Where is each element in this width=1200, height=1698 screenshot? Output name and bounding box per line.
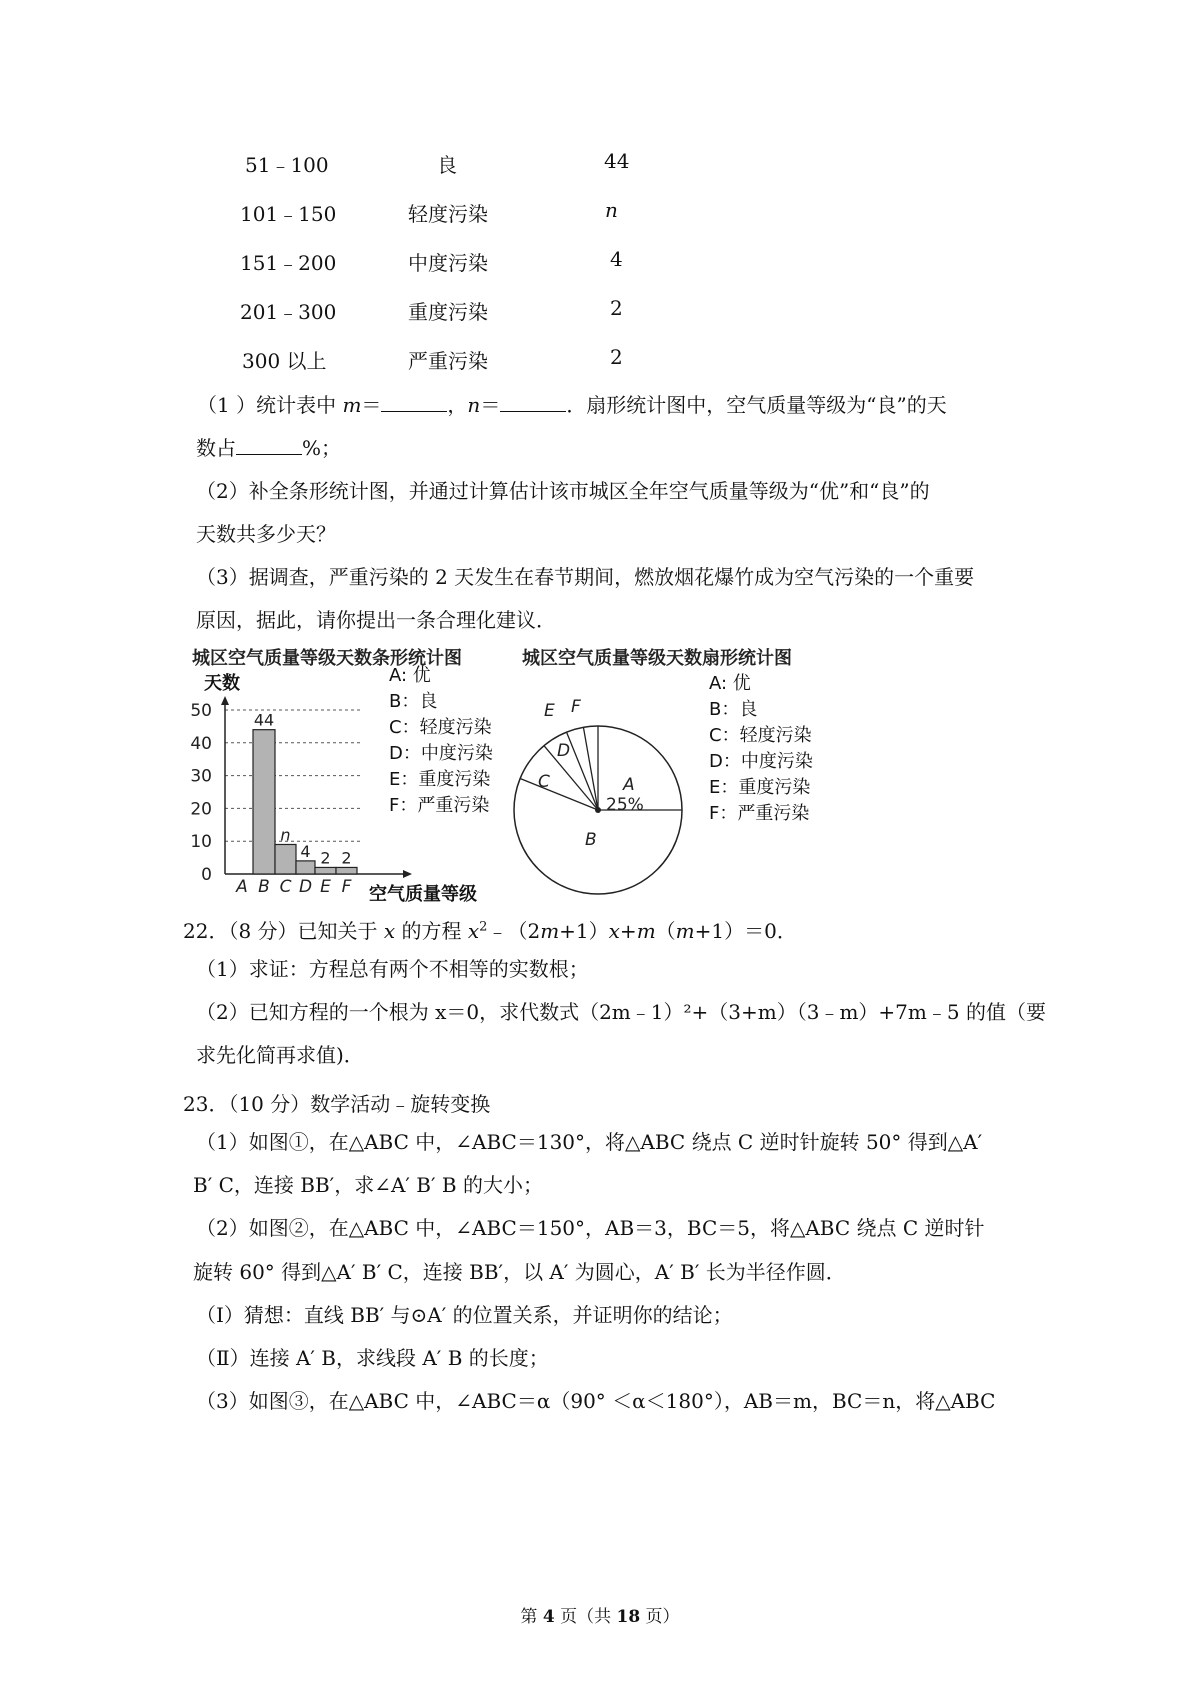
table-row xyxy=(0,345,1200,373)
bar-chart xyxy=(190,690,490,900)
bar-data-label: 4 xyxy=(300,841,311,861)
answer-blank[interactable] xyxy=(500,393,566,412)
table-cell-days: 4 xyxy=(610,247,623,271)
q22-part2-line2: 求先化简再求值)． xyxy=(196,1043,364,1067)
pie-label-f: F xyxy=(571,697,581,717)
text: 页（共 xyxy=(554,1607,617,1627)
var-x: x xyxy=(608,919,620,943)
legend-item: A: 优 xyxy=(709,673,751,694)
q23-part2-i: （Ⅰ）猜想：直线 BB′ 与⊙A′ 的位置关系，并证明你的结论； xyxy=(196,1303,733,1327)
legend-item: F：严重污染 xyxy=(389,795,490,816)
table-row xyxy=(0,247,1200,275)
text: %； xyxy=(302,436,342,460)
x-tick-label: F xyxy=(341,877,352,897)
table-cell-range: 51﹣100 xyxy=(245,153,329,177)
q23-part1-line1: （1）如图①，在△ABC 中，∠ABC＝130°，将△ABC 绕点 C 逆时针旋转 50° 得到△A′ xyxy=(196,1130,983,1154)
bar xyxy=(315,867,336,874)
y-tick-label: 20 xyxy=(190,799,212,820)
pie-label-c: C xyxy=(538,772,550,792)
y-tick-label: 10 xyxy=(190,832,212,853)
legend-item: A: 优 xyxy=(389,665,431,686)
bar-chart-xlabel: 空气质量等级 xyxy=(369,884,477,905)
answer-blank[interactable] xyxy=(381,393,447,412)
pie-center xyxy=(595,807,601,813)
q23-heading: 23．（10 分）数学活动﹣旋转变换 xyxy=(183,1092,491,1116)
text: ＝ xyxy=(480,393,501,417)
pie-slice-boundary xyxy=(544,746,598,810)
q21-part3-line1: （3）据调查，严重污染的 2 天发生在春节期间，燃放烟花爆竹成为空气污染的一个重要 xyxy=(196,565,975,589)
table-cell-level: 中度污染 xyxy=(408,251,488,275)
x-tick-labels xyxy=(235,877,351,897)
q21-part2-line1: （2）补全条形统计图，并通过计算估计该市城区全年空气质量等级为“优”和“良”的 xyxy=(196,479,930,503)
text: ， xyxy=(447,393,468,417)
page-number: 4 xyxy=(542,1607,555,1627)
text: 页） xyxy=(640,1607,680,1627)
legend-item: B：良 xyxy=(389,691,438,712)
table-cell-range: 300 以上 xyxy=(242,349,327,373)
y-tick-label: 50 xyxy=(190,701,212,721)
bar-chart-ylabel: 天数 xyxy=(204,673,240,694)
var-n: n xyxy=(467,393,481,417)
text: +1）＝0． xyxy=(694,919,797,943)
pie-slice-boundary xyxy=(520,779,598,810)
q23-part2-line1: （2）如图②，在△ABC 中，∠ABC＝150°，AB＝3，BC＝5，将△ABC 绕点 C 逆时针 xyxy=(196,1216,985,1240)
answer-blank[interactable] xyxy=(236,436,302,455)
table-row xyxy=(0,149,1200,177)
var-x: x xyxy=(467,919,480,943)
text: 数占 xyxy=(196,436,236,460)
x-tick-label: E xyxy=(320,877,331,897)
q23-part2-ii: （Ⅱ）连接 A′ B，求线段 A′ B 的长度； xyxy=(196,1346,549,1370)
pie-label-a-percent: 25% xyxy=(606,795,644,815)
text: 第 xyxy=(520,1607,543,1627)
var-m: m xyxy=(342,393,362,417)
q23-part1-line2: B′ C，连接 BB′，求∠A′ B′ B 的大小； xyxy=(193,1173,543,1197)
q22-part2-line1: （2）已知方程的一个根为 x＝0，求代数式（2m﹣1）²+（3+m）（3﹣m）+7m﹣5 的值（要 xyxy=(196,1000,1046,1024)
text: ．扇形统计图中，空气质量等级为“良”的天 xyxy=(566,393,947,417)
q21-part1-line2 xyxy=(196,436,1016,458)
y-axis-arrow xyxy=(221,696,229,705)
x-tick-label: B xyxy=(258,877,270,897)
pie-label-d: D xyxy=(557,741,571,761)
q22-part1: （1）求证：方程总有两个不相等的实数根； xyxy=(196,957,589,981)
legend-item: D：中度污染 xyxy=(389,743,493,764)
var-m: m xyxy=(540,919,560,943)
pie-label-b: B xyxy=(585,830,597,850)
legend-item: F：严重污染 xyxy=(709,803,810,824)
bar-data-label: 2 xyxy=(341,848,352,868)
legend-item: B：良 xyxy=(709,699,758,720)
bar xyxy=(336,867,357,874)
var-x: x xyxy=(383,919,396,943)
text: 的方程 xyxy=(395,919,468,943)
table-cell-level: 严重污染 xyxy=(408,349,488,373)
text: + xyxy=(619,919,637,943)
pie-slice-boundary xyxy=(567,732,598,810)
bar xyxy=(253,730,275,874)
table-cell-days: n xyxy=(605,198,618,222)
total-pages: 18 xyxy=(616,1607,641,1627)
pie-label-a: A xyxy=(623,775,635,795)
q21-part1-line1 xyxy=(197,393,1017,415)
table-cell-days: 2 xyxy=(610,296,623,320)
pie-chart-legend xyxy=(709,671,813,827)
table-cell-range: 201﹣300 xyxy=(240,300,337,324)
legend-item: E：重度污染 xyxy=(389,769,491,790)
pie-slice-lines xyxy=(520,726,682,810)
q23-part2-line2: 旋转 60° 得到△A′ B′ C，连接 BB′，以 A′ 为圆心，A′ B′ 长为半径作圆． xyxy=(193,1260,846,1284)
bar-data-label: 2 xyxy=(320,848,331,868)
table-cell-range: 151﹣200 xyxy=(240,251,337,275)
bar-data-label: 44 xyxy=(253,710,275,730)
table-cell-days: 2 xyxy=(610,345,623,369)
legend-item: C：轻度污染 xyxy=(389,717,492,738)
text: （ xyxy=(655,919,676,943)
text: +1） xyxy=(559,919,609,943)
bar-chart-yticks xyxy=(190,701,212,885)
text: ﹣（2 xyxy=(487,919,541,943)
pie-chart-title: 城区空气质量等级天数扇形统计图 xyxy=(522,648,792,669)
table-cell-range: 101﹣150 xyxy=(240,202,337,226)
table-cell-level: 轻度污染 xyxy=(408,202,488,226)
table-cell-level: 良 xyxy=(437,153,457,177)
text: ＝ xyxy=(361,393,382,417)
bar-chart-title: 城区空气质量等级天数条形统计图 xyxy=(192,648,462,669)
pie-chart xyxy=(505,690,705,900)
pie-label-e: E xyxy=(544,701,555,721)
var-m: m xyxy=(636,919,656,943)
bar xyxy=(275,844,296,874)
q21-part3-line2: 原因，据此，请你提出一条合理化建议． xyxy=(196,608,556,632)
legend-item: E：重度污染 xyxy=(709,777,811,798)
text: 22．（8 分）已知关于 xyxy=(183,919,384,943)
y-tick-label: 0 xyxy=(201,865,212,885)
legend-item: D：中度污染 xyxy=(709,751,813,772)
q23-part3-line1: （3）如图③，在△ABC 中，∠ABC＝α（90° ＜α＜180°），AB＝m，BC＝n，将△ABC xyxy=(196,1389,996,1413)
table-row xyxy=(0,296,1200,324)
pie-slice-boundary xyxy=(583,727,598,810)
var-m: m xyxy=(675,919,695,943)
x-tick-label: A xyxy=(236,877,248,897)
q22-heading xyxy=(183,915,797,944)
legend-item: C：轻度污染 xyxy=(709,725,812,746)
x-axis-arrow xyxy=(403,870,412,878)
x-tick-label: D xyxy=(298,877,313,897)
bar-data-label: n xyxy=(280,825,291,845)
bar xyxy=(296,861,315,874)
q21-part2-line2: 天数共多少天？ xyxy=(196,522,336,546)
text: （1 ）统计表中 xyxy=(197,393,343,417)
table-cell-level: 重度污染 xyxy=(408,300,488,324)
page-footer xyxy=(0,1602,1200,1627)
bar-chart-grid xyxy=(225,710,360,841)
y-tick-label: 40 xyxy=(190,733,212,754)
y-tick-label: 30 xyxy=(190,766,212,787)
superscript: 2 xyxy=(479,919,488,935)
x-tick-label: C xyxy=(279,877,292,897)
table-cell-days: 44 xyxy=(604,149,630,173)
table-row xyxy=(0,198,1200,226)
